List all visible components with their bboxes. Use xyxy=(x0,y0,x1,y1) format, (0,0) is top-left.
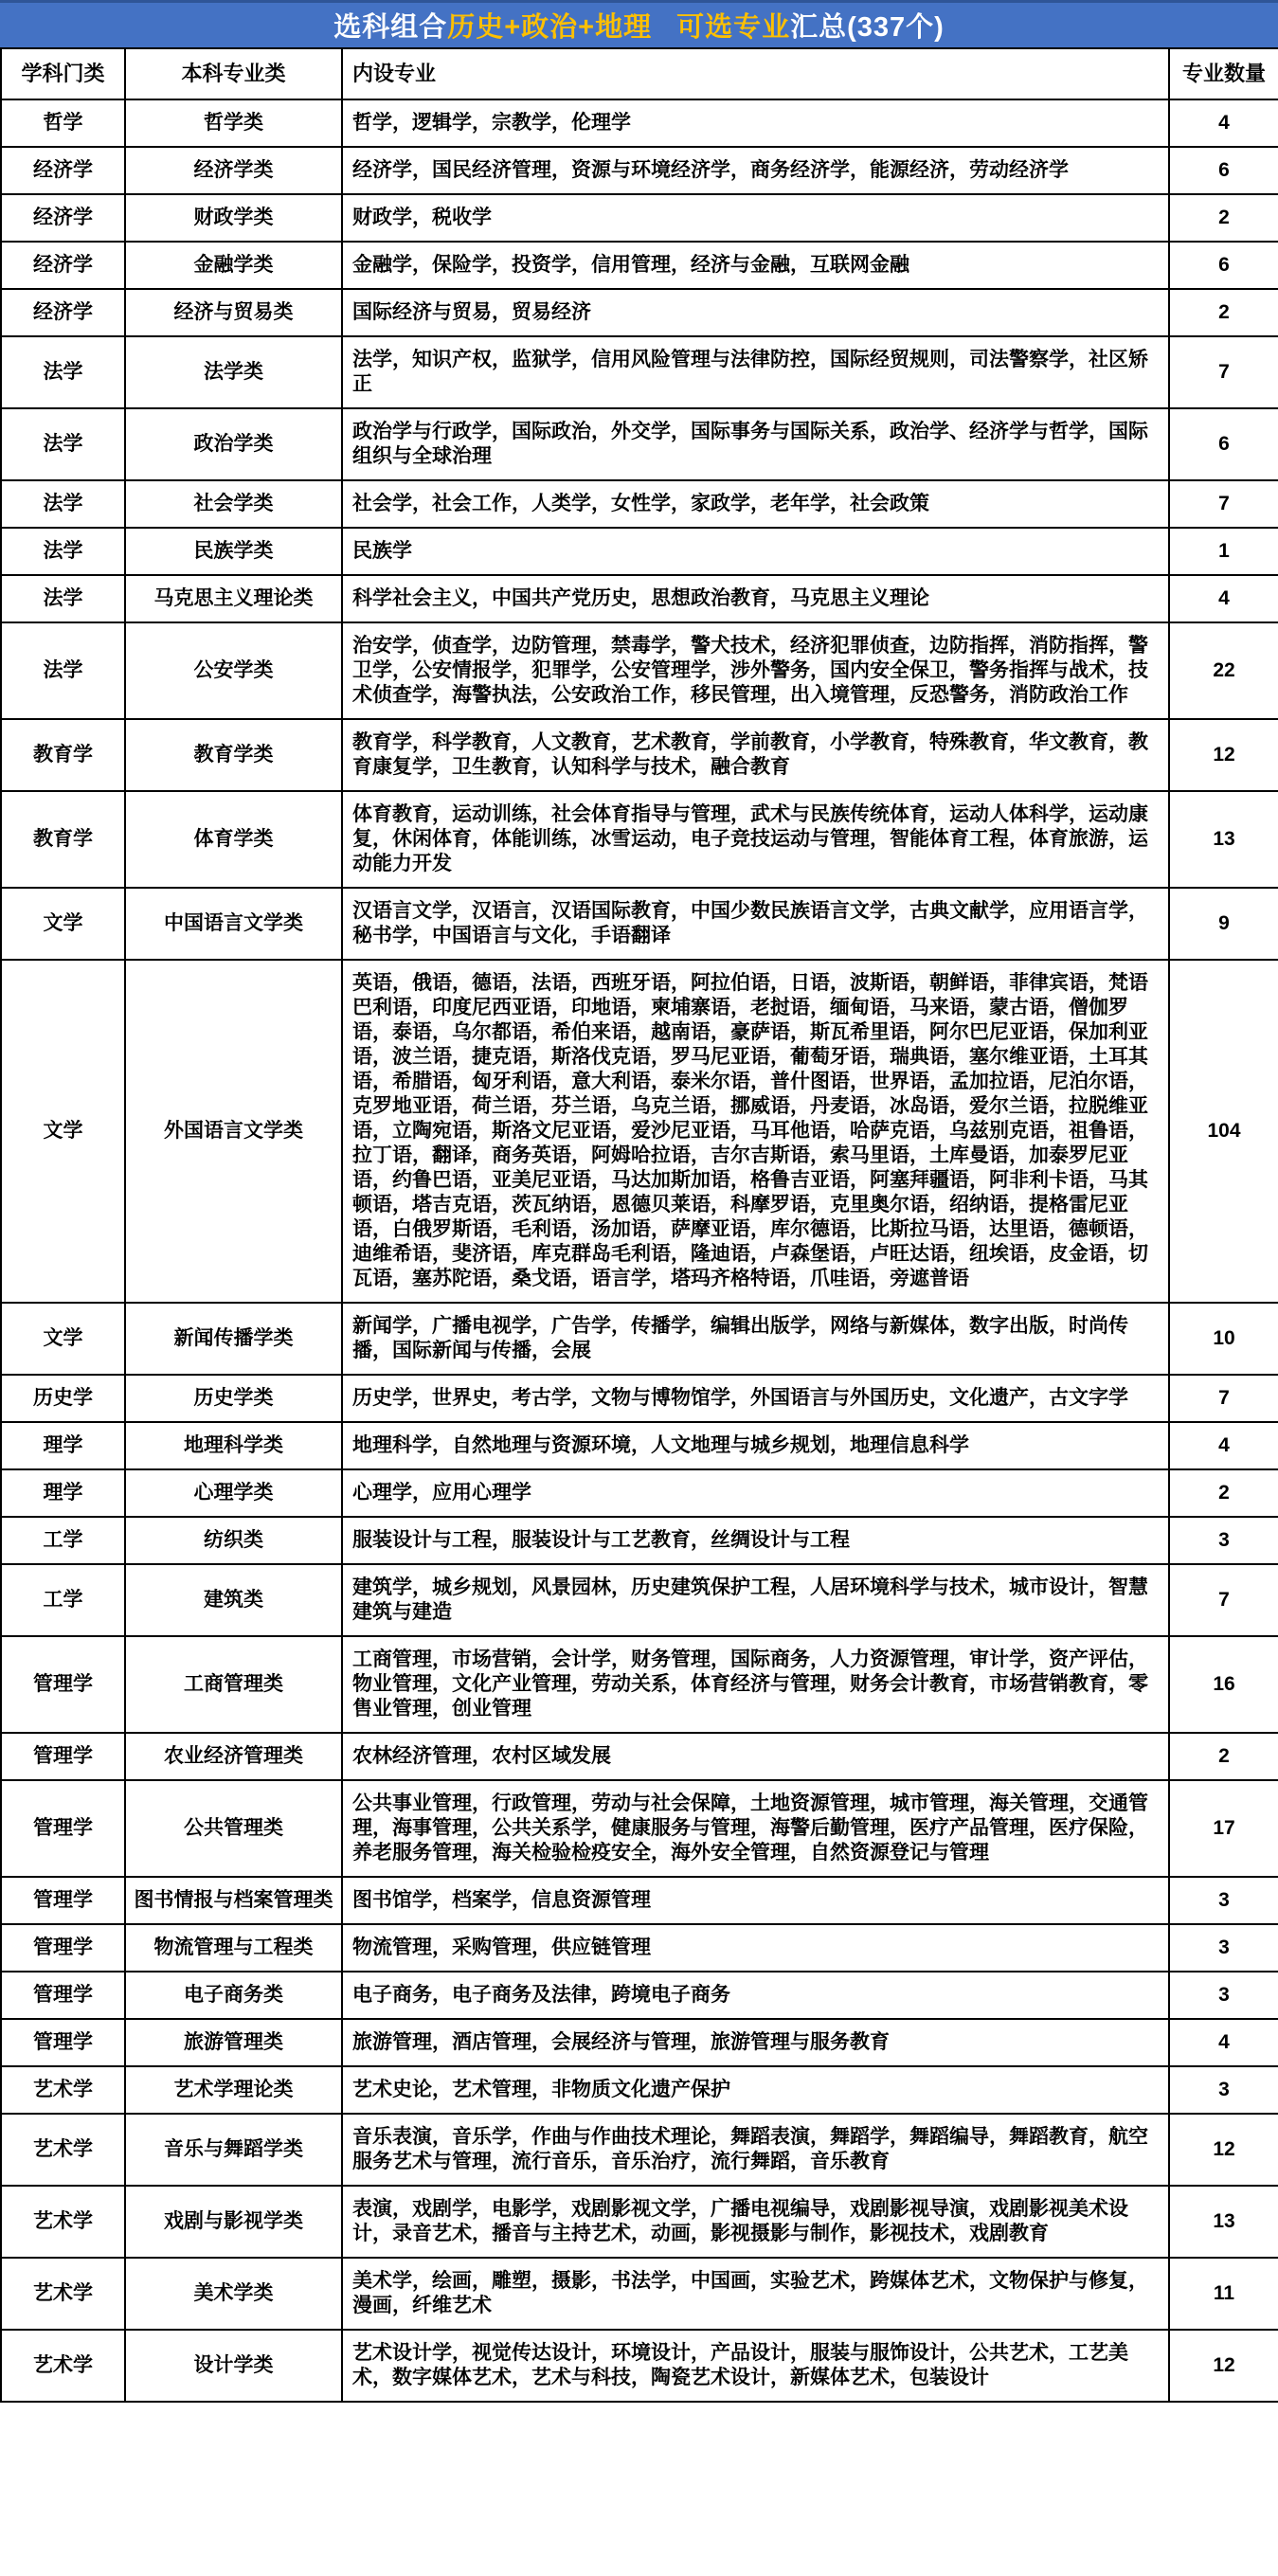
discipline-category-cell: 艺术学 xyxy=(1,2258,125,2330)
discipline-category-cell: 工学 xyxy=(1,1564,125,1636)
major-count-cell: 4 xyxy=(1169,1422,1278,1469)
discipline-category-cell: 管理学 xyxy=(1,1924,125,1972)
internal-majors-cell: 治安学，侦查学，边防管理，禁毒学，警犬技术，经济犯罪侦查，边防指挥，消防指挥，警卫学，公安情报学，犯罪学，公安管理学，涉外警务，国内安全保卫，警务指挥与战术，技术侦查学，海警执法，公安政治工作，移民管理，出入境管理，反恐警务，消防政治工作 xyxy=(342,622,1169,719)
discipline-category-cell: 经济学 xyxy=(1,289,125,336)
major-count-cell: 3 xyxy=(1169,1924,1278,1972)
discipline-category-cell: 管理学 xyxy=(1,1636,125,1733)
discipline-category-cell: 法学 xyxy=(1,480,125,528)
table-row xyxy=(1,2019,1278,2066)
major-count-cell: 7 xyxy=(1169,480,1278,528)
major-class-cell: 哲学类 xyxy=(125,99,342,147)
discipline-category-cell: 管理学 xyxy=(1,1972,125,2019)
major-count-cell: 2 xyxy=(1169,1733,1278,1780)
major-count-cell: 17 xyxy=(1169,1780,1278,1877)
column-header-internal-majors: 内设专业 xyxy=(342,48,1169,99)
title-subject-combo: 历史+政治+地理 xyxy=(447,12,653,43)
internal-majors-cell: 建筑学，城乡规划，风景园林，历史建筑保护工程，人居环境科学与技术，城市设计，智慧建筑与建造 xyxy=(342,1564,1169,1636)
table-row xyxy=(1,719,1278,791)
major-count-cell: 12 xyxy=(1169,719,1278,791)
internal-majors-cell: 公共事业管理，行政管理，劳动与社会保障，土地资源管理，城市管理，海关管理，交通管理，海事管理，公共关系学，健康服务与管理，海警后勤管理，医疗产品管理，医疗保险，养老服务管理，海关检验检疫安全，海外安全管理，自然资源登记与管理 xyxy=(342,1780,1169,1877)
table-row xyxy=(1,1517,1278,1564)
major-class-cell: 音乐与舞蹈学类 xyxy=(125,2114,342,2186)
title-suffix: 汇总(337个) xyxy=(790,12,945,43)
table-row xyxy=(1,1422,1278,1469)
major-count-cell: 10 xyxy=(1169,1303,1278,1375)
title-prefix: 选科组合 xyxy=(333,12,448,43)
major-count-cell: 3 xyxy=(1169,1877,1278,1924)
internal-majors-cell: 法学，知识产权，监狱学，信用风险管理与法律防控，国际经贸规则，司法警察学，社区矫正 xyxy=(342,336,1169,408)
table-row xyxy=(1,242,1278,289)
discipline-category-cell: 理学 xyxy=(1,1469,125,1517)
table-row xyxy=(1,528,1278,575)
internal-majors-cell: 新闻学，广播电视学，广告学，传播学，编辑出版学，网络与新媒体，数字出版，时尚传播，国际新闻与传播，会展 xyxy=(342,1303,1169,1375)
major-class-cell: 心理学类 xyxy=(125,1469,342,1517)
table-row xyxy=(1,1733,1278,1780)
major-count-cell: 22 xyxy=(1169,622,1278,719)
major-class-cell: 政治学类 xyxy=(125,408,342,480)
title-selectable-label: 可选专业 xyxy=(676,12,791,43)
discipline-category-cell: 艺术学 xyxy=(1,2066,125,2114)
majors-table xyxy=(0,47,1278,2403)
major-count-cell: 2 xyxy=(1169,289,1278,336)
major-class-cell: 经济学类 xyxy=(125,147,342,194)
table-row xyxy=(1,480,1278,528)
major-class-cell: 纺织类 xyxy=(125,1517,342,1564)
internal-majors-cell: 民族学 xyxy=(342,528,1169,575)
internal-majors-cell: 国际经济与贸易，贸易经济 xyxy=(342,289,1169,336)
column-header-major-class: 本科专业类 xyxy=(125,48,342,99)
table-row xyxy=(1,1564,1278,1636)
major-count-cell: 4 xyxy=(1169,575,1278,622)
major-class-cell: 马克思主义理论类 xyxy=(125,575,342,622)
major-class-cell: 外国语言文学类 xyxy=(125,960,342,1303)
discipline-category-cell: 管理学 xyxy=(1,2019,125,2066)
table-row xyxy=(1,336,1278,408)
discipline-category-cell: 法学 xyxy=(1,408,125,480)
table-row xyxy=(1,289,1278,336)
major-count-cell: 3 xyxy=(1169,1972,1278,2019)
major-class-cell: 财政学类 xyxy=(125,194,342,242)
table-row xyxy=(1,1972,1278,2019)
major-count-cell: 13 xyxy=(1169,2186,1278,2258)
table-row xyxy=(1,147,1278,194)
major-count-cell: 2 xyxy=(1169,1469,1278,1517)
table-row xyxy=(1,791,1278,888)
discipline-category-cell: 艺术学 xyxy=(1,2186,125,2258)
major-class-cell: 戏剧与影视学类 xyxy=(125,2186,342,2258)
table-row xyxy=(1,2114,1278,2186)
major-class-cell: 新闻传播学类 xyxy=(125,1303,342,1375)
internal-majors-cell: 财政学，税收学 xyxy=(342,194,1169,242)
table-row xyxy=(1,99,1278,147)
internal-majors-cell: 政治学与行政学，国际政治，外交学，国际事务与国际关系，政治学、经济学与哲学，国际组织与全球治理 xyxy=(342,408,1169,480)
major-class-cell: 公安学类 xyxy=(125,622,342,719)
major-class-cell: 工商管理类 xyxy=(125,1636,342,1733)
major-class-cell: 金融学类 xyxy=(125,242,342,289)
discipline-category-cell: 管理学 xyxy=(1,1733,125,1780)
table-header-row xyxy=(1,48,1278,99)
discipline-category-cell: 艺术学 xyxy=(1,2114,125,2186)
major-class-cell: 美术学类 xyxy=(125,2258,342,2330)
major-count-cell: 7 xyxy=(1169,336,1278,408)
discipline-category-cell: 文学 xyxy=(1,888,125,960)
page-title xyxy=(0,0,1278,47)
internal-majors-cell: 体育教育，运动训练，社会体育指导与管理，武术与民族传统体育，运动人体科学，运动康复，休闲体育，体能训练，冰雪运动，电子竞技运动与管理，智能体育工程，体育旅游，运动能力开发 xyxy=(342,791,1169,888)
major-count-cell: 2 xyxy=(1169,194,1278,242)
major-count-cell: 6 xyxy=(1169,147,1278,194)
table-row xyxy=(1,1877,1278,1924)
major-count-cell: 7 xyxy=(1169,1564,1278,1636)
internal-majors-cell: 金融学，保险学，投资学，信用管理，经济与金融，互联网金融 xyxy=(342,242,1169,289)
table-row xyxy=(1,1303,1278,1375)
table-row xyxy=(1,2258,1278,2330)
discipline-category-cell: 艺术学 xyxy=(1,2330,125,2402)
internal-majors-cell: 教育学，科学教育，人文教育，艺术教育，学前教育，小学教育，特殊教育，华文教育，教育康复学，卫生教育，认知科学与技术，融合教育 xyxy=(342,719,1169,791)
internal-majors-cell: 电子商务，电子商务及法律，跨境电子商务 xyxy=(342,1972,1169,2019)
discipline-category-cell: 法学 xyxy=(1,575,125,622)
major-class-cell: 农业经济管理类 xyxy=(125,1733,342,1780)
internal-majors-cell: 历史学，世界史，考古学，文物与博物馆学，外国语言与外国历史，文化遗产，古文字学 xyxy=(342,1375,1169,1422)
table-row xyxy=(1,408,1278,480)
major-count-cell: 6 xyxy=(1169,408,1278,480)
discipline-category-cell: 法学 xyxy=(1,528,125,575)
discipline-category-cell: 教育学 xyxy=(1,791,125,888)
internal-majors-cell: 英语，俄语，德语，法语，西班牙语，阿拉伯语，日语，波斯语，朝鲜语，菲律宾语，梵语巴利语，印度尼西亚语，印地语，柬埔寨语，老挝语，缅甸语，马来语，蒙古语，僧伽罗语，泰语，乌尔都语，希伯来语，越南语，豪萨语，斯瓦希里语，阿尔巴尼亚语，保加利亚语，波兰语，捷克语，斯洛伐克语，罗马尼亚语，葡萄牙语，瑞典语，塞尔维亚语，土耳其语，希腊语，匈牙利语，意大利语，泰米尔语，普什图语，世界语，孟加拉语，尼泊尔语，克罗地亚语，荷兰语，芬兰语，乌克兰语，挪威语，丹麦语，冰岛语，爱尔兰语，拉脱维亚语，立陶宛语，斯洛文尼亚语，爱沙尼亚语，马耳他语，哈萨克语，乌兹别克语，祖鲁语，拉丁语，翻译，商务英语，阿姆哈拉语，吉尔吉斯语，索马里语，土库曼语，加泰罗尼亚语，约鲁巴语，亚美尼亚语，马达加斯加语，格鲁吉亚语，阿塞拜疆语，阿非利卡语，马其顿语，塔吉克语，茨瓦纳语，恩德贝莱语，科摩罗语，克里奥尔语，绍纳语，提格雷尼亚语，白俄罗斯语，毛利语，汤加语，萨摩亚语，库尔德语，比斯拉马语，达里语，德顿语，迪维希语，斐济语，库克群岛毛利语，隆迪语，卢森堡语，卢旺达语，纽埃语，皮金语，切瓦语，塞苏陀语，桑戈语，语言学，塔玛齐格特语，爪哇语，旁遮普语 xyxy=(342,960,1169,1303)
internal-majors-cell: 艺术设计学，视觉传达设计，环境设计，产品设计，服装与服饰设计，公共艺术，工艺美术，数字媒体艺术，艺术与科技，陶瓷艺术设计，新媒体艺术，包装设计 xyxy=(342,2330,1169,2402)
internal-majors-cell: 科学社会主义，中国共产党历史，思想政治教育，马克思主义理论 xyxy=(342,575,1169,622)
major-count-cell: 11 xyxy=(1169,2258,1278,2330)
internal-majors-cell: 服装设计与工程，服装设计与工艺教育，丝绸设计与工程 xyxy=(342,1517,1169,1564)
table-body xyxy=(1,99,1278,2402)
table-row xyxy=(1,2186,1278,2258)
major-class-cell: 设计学类 xyxy=(125,2330,342,2402)
major-class-cell: 公共管理类 xyxy=(125,1780,342,1877)
internal-majors-cell: 地理科学，自然地理与资源环境，人文地理与城乡规划，地理信息科学 xyxy=(342,1422,1169,1469)
internal-majors-cell: 心理学，应用心理学 xyxy=(342,1469,1169,1517)
table-row xyxy=(1,1780,1278,1877)
internal-majors-cell: 图书馆学，档案学，信息资源管理 xyxy=(342,1877,1169,1924)
major-class-cell: 中国语言文学类 xyxy=(125,888,342,960)
discipline-category-cell: 管理学 xyxy=(1,1877,125,1924)
table-row xyxy=(1,575,1278,622)
internal-majors-cell: 旅游管理，酒店管理，会展经济与管理，旅游管理与服务教育 xyxy=(342,2019,1169,2066)
internal-majors-cell: 音乐表演，音乐学，作曲与作曲技术理论，舞蹈表演，舞蹈学，舞蹈编导，舞蹈教育，航空服务艺术与管理，流行音乐，音乐治疗，流行舞蹈，音乐教育 xyxy=(342,2114,1169,2186)
major-count-cell: 9 xyxy=(1169,888,1278,960)
internal-majors-cell: 经济学，国民经济管理，资源与环境经济学，商务经济学，能源经济，劳动经济学 xyxy=(342,147,1169,194)
table-row xyxy=(1,1375,1278,1422)
major-count-cell: 16 xyxy=(1169,1636,1278,1733)
discipline-category-cell: 经济学 xyxy=(1,242,125,289)
internal-majors-cell: 艺术史论，艺术管理，非物质文化遗产保护 xyxy=(342,2066,1169,2114)
discipline-category-cell: 文学 xyxy=(1,1303,125,1375)
major-count-cell: 3 xyxy=(1169,2066,1278,2114)
major-class-cell: 教育学类 xyxy=(125,719,342,791)
discipline-category-cell: 理学 xyxy=(1,1422,125,1469)
major-class-cell: 建筑类 xyxy=(125,1564,342,1636)
table-row xyxy=(1,960,1278,1303)
internal-majors-cell: 表演，戏剧学，电影学，戏剧影视文学，广播电视编导，戏剧影视导演，戏剧影视美术设计，录音艺术，播音与主持艺术，动画，影视摄影与制作，影视技术，戏剧教育 xyxy=(342,2186,1169,2258)
major-class-cell: 图书情报与档案管理类 xyxy=(125,1877,342,1924)
major-class-cell: 电子商务类 xyxy=(125,1972,342,2019)
major-class-cell: 历史学类 xyxy=(125,1375,342,1422)
discipline-category-cell: 文学 xyxy=(1,960,125,1303)
major-class-cell: 地理科学类 xyxy=(125,1422,342,1469)
major-count-cell: 104 xyxy=(1169,960,1278,1303)
internal-majors-cell: 哲学，逻辑学，宗教学，伦理学 xyxy=(342,99,1169,147)
major-class-cell: 旅游管理类 xyxy=(125,2019,342,2066)
major-count-cell: 1 xyxy=(1169,528,1278,575)
discipline-category-cell: 教育学 xyxy=(1,719,125,791)
table-row xyxy=(1,888,1278,960)
major-class-cell: 艺术学理论类 xyxy=(125,2066,342,2114)
discipline-category-cell: 哲学 xyxy=(1,99,125,147)
discipline-category-cell: 经济学 xyxy=(1,147,125,194)
internal-majors-cell: 工商管理，市场营销，会计学，财务管理，国际商务，人力资源管理，审计学，资产评估，物业管理，文化产业管理，劳动关系，体育经济与管理，财务会计教育，市场营销教育，零售业管理，创业管理 xyxy=(342,1636,1169,1733)
discipline-category-cell: 法学 xyxy=(1,336,125,408)
major-class-cell: 民族学类 xyxy=(125,528,342,575)
major-class-cell: 体育学类 xyxy=(125,791,342,888)
major-class-cell: 社会学类 xyxy=(125,480,342,528)
table-row xyxy=(1,2066,1278,2114)
major-count-cell: 6 xyxy=(1169,242,1278,289)
major-class-cell: 物流管理与工程类 xyxy=(125,1924,342,1972)
major-count-cell: 3 xyxy=(1169,1517,1278,1564)
major-count-cell: 7 xyxy=(1169,1375,1278,1422)
major-class-cell: 法学类 xyxy=(125,336,342,408)
internal-majors-cell: 农林经济管理，农村区域发展 xyxy=(342,1733,1169,1780)
discipline-category-cell: 法学 xyxy=(1,622,125,719)
major-count-cell: 12 xyxy=(1169,2330,1278,2402)
major-count-cell: 4 xyxy=(1169,2019,1278,2066)
internal-majors-cell: 社会学，社会工作，人类学，女性学，家政学，老年学，社会政策 xyxy=(342,480,1169,528)
table-row xyxy=(1,622,1278,719)
major-count-cell: 13 xyxy=(1169,791,1278,888)
discipline-category-cell: 管理学 xyxy=(1,1780,125,1877)
discipline-category-cell: 工学 xyxy=(1,1517,125,1564)
table-row xyxy=(1,194,1278,242)
internal-majors-cell: 物流管理，采购管理，供应链管理 xyxy=(342,1924,1169,1972)
table-row xyxy=(1,1636,1278,1733)
discipline-category-cell: 历史学 xyxy=(1,1375,125,1422)
internal-majors-cell: 美术学，绘画，雕塑，摄影，书法学，中国画，实验艺术，跨媒体艺术，文物保护与修复，漫画，纤维艺术 xyxy=(342,2258,1169,2330)
discipline-category-cell: 经济学 xyxy=(1,194,125,242)
table-row xyxy=(1,1469,1278,1517)
table-row xyxy=(1,1924,1278,1972)
major-count-cell: 12 xyxy=(1169,2114,1278,2186)
column-header-discipline-category: 学科门类 xyxy=(1,48,125,99)
major-count-cell: 4 xyxy=(1169,99,1278,147)
column-header-major-count: 专业数量 xyxy=(1169,48,1278,99)
major-class-cell: 经济与贸易类 xyxy=(125,289,342,336)
table-row xyxy=(1,2330,1278,2402)
internal-majors-cell: 汉语言文学，汉语言，汉语国际教育，中国少数民族语言文学，古典文献学，应用语言学，秘书学，中国语言与文化，手语翻译 xyxy=(342,888,1169,960)
